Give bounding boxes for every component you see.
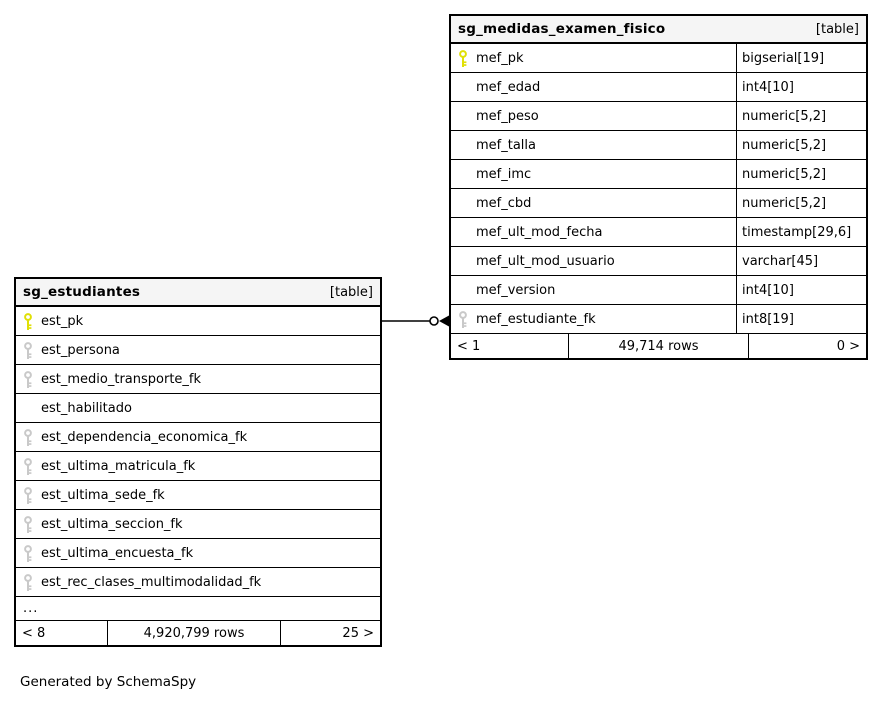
generated-by-note: Generated by SchemaSpy	[20, 674, 197, 690]
table-row	[16, 394, 380, 423]
column-type: int4[10]	[742, 79, 794, 95]
column-name: mef_cbd	[476, 195, 532, 211]
table-pagination	[16, 621, 380, 645]
key-icon-placeholder	[458, 224, 469, 241]
foreign-key-icon	[23, 371, 34, 388]
table-row	[451, 305, 866, 334]
table-row	[16, 452, 380, 481]
related-parents-count: < 1	[451, 334, 569, 358]
table-row	[451, 131, 866, 160]
hidden-columns-ellipsis: ...	[16, 597, 380, 621]
column-type: int8[19]	[742, 311, 794, 327]
table-row	[451, 44, 866, 73]
column-name: est_ultima_encuesta_fk	[41, 545, 194, 561]
column-name: mef_talla	[476, 137, 536, 153]
column-name: est_medio_transporte_fk	[41, 371, 202, 387]
related-parents-count: < 8	[16, 621, 108, 645]
table-row	[451, 160, 866, 189]
foreign-key-icon	[23, 458, 34, 475]
column-type: numeric[5,2]	[742, 137, 827, 153]
table-header[interactable]	[451, 16, 866, 44]
table-type-badge: [table]	[815, 21, 859, 37]
column-name: mef_ult_mod_fecha	[476, 224, 603, 240]
key-icon-placeholder	[458, 166, 469, 183]
column-name: est_ultima_seccion_fk	[41, 516, 183, 532]
table-row	[16, 365, 380, 394]
table-row	[451, 73, 866, 102]
table-row	[451, 218, 866, 247]
column-name: est_dependencia_economica_fk	[41, 429, 248, 445]
table-title: sg_medidas_examen_fisico	[458, 21, 666, 37]
column-name: est_rec_clases_multimodalidad_fk	[41, 574, 262, 590]
table-type-badge: [table]	[329, 284, 373, 300]
foreign-key-icon	[458, 311, 469, 328]
column-type: numeric[5,2]	[742, 166, 827, 182]
column-name: mef_edad	[476, 79, 541, 95]
column-type: numeric[5,2]	[742, 195, 827, 211]
table-header[interactable]	[16, 279, 380, 307]
key-icon-placeholder	[458, 282, 469, 299]
foreign-key-icon	[23, 574, 34, 591]
connector-arrowhead	[439, 316, 449, 327]
table-title: sg_estudiantes	[23, 284, 141, 300]
column-type: numeric[5,2]	[742, 108, 827, 124]
foreign-key-icon	[23, 516, 34, 533]
table-row	[16, 336, 380, 365]
column-name: mef_ult_mod_usuario	[476, 253, 615, 269]
column-name: mef_estudiante_fk	[476, 311, 596, 327]
key-icon-placeholder	[458, 79, 469, 96]
related-children-count: 0 >	[748, 334, 866, 358]
key-icon-placeholder	[23, 400, 34, 417]
table-row	[16, 481, 380, 510]
table-row	[16, 568, 380, 597]
table-row	[451, 102, 866, 131]
row-count: 4,920,799 rows	[143, 625, 245, 641]
column-name: est_pk	[41, 313, 84, 329]
key-icon-placeholder	[458, 195, 469, 212]
column-type: int4[10]	[742, 282, 794, 298]
row-count: 49,714 rows	[618, 338, 699, 354]
table-pagination	[451, 334, 866, 358]
key-icon-placeholder	[458, 108, 469, 125]
foreign-key-icon	[23, 429, 34, 446]
relationship-connector	[382, 310, 449, 332]
primary-key-icon	[458, 50, 469, 67]
key-icon-placeholder	[458, 253, 469, 270]
connector-circle	[430, 317, 438, 325]
column-name: est_persona	[41, 342, 120, 358]
foreign-key-icon	[23, 487, 34, 504]
related-children-count: 25 >	[280, 621, 380, 645]
table-row	[16, 539, 380, 568]
table-sg-estudiantes[interactable]	[14, 277, 382, 647]
column-name: mef_peso	[476, 108, 539, 124]
key-icon-placeholder	[458, 137, 469, 154]
foreign-key-icon	[23, 342, 34, 359]
column-name: est_ultima_matricula_fk	[41, 458, 196, 474]
table-row	[451, 247, 866, 276]
column-name: mef_imc	[476, 166, 532, 182]
table-row	[451, 189, 866, 218]
foreign-key-icon	[23, 545, 34, 562]
column-type: varchar[45]	[742, 253, 819, 269]
column-type: timestamp[29,6]	[742, 224, 852, 240]
table-sg-medidas-examen-fisico[interactable]	[449, 14, 868, 360]
column-name: mef_pk	[476, 50, 524, 66]
column-name: est_ultima_sede_fk	[41, 487, 165, 503]
table-row	[451, 276, 866, 305]
column-name: mef_version	[476, 282, 556, 298]
column-type: bigserial[19]	[742, 50, 825, 66]
table-row	[16, 307, 380, 336]
table-row	[16, 423, 380, 452]
primary-key-icon	[23, 313, 34, 330]
column-name: est_habilitado	[41, 400, 132, 416]
table-row	[16, 510, 380, 539]
